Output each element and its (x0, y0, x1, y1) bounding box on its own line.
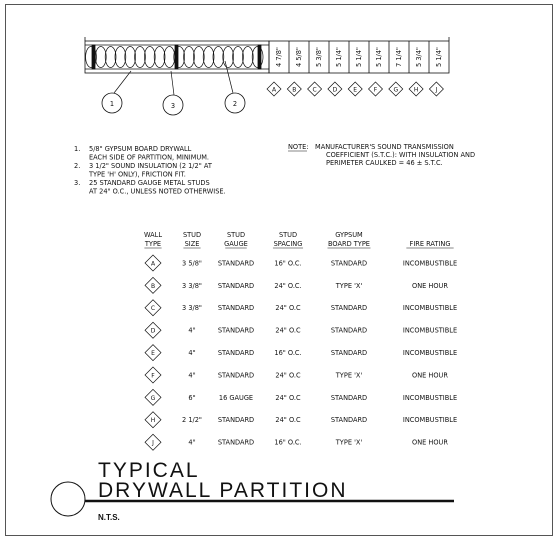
insulation-loop (193, 47, 204, 68)
note-3 (74, 179, 226, 196)
table-row (145, 322, 457, 338)
type-marker-b (287, 82, 301, 96)
header-col-3 (224, 231, 248, 248)
header-line-2: TYPE (144, 240, 162, 248)
header-line-1: WALL (143, 231, 163, 239)
note-number: 3. (74, 179, 81, 187)
callout-2-label: 2 (232, 100, 238, 108)
cell-gauge: STANDARD (217, 349, 255, 357)
cell-spacing: 24" O.C (275, 393, 301, 402)
title-line-1: TYPICAL (98, 459, 200, 482)
cell-board: TYPE 'X' (335, 371, 363, 380)
header-col-4 (273, 231, 303, 248)
note-number: 2. (74, 162, 81, 170)
type-marker-e (348, 82, 362, 96)
cell-fire: ONE HOUR (412, 371, 448, 380)
cell-size: 4" (188, 326, 196, 335)
header-line-1: STUD (226, 231, 246, 239)
stud-middle (175, 45, 178, 69)
insulation-loop (164, 47, 175, 68)
type-marker-label: B (292, 86, 297, 94)
cell-spacing: 24" O.C (275, 326, 301, 335)
header-line-1: GYPSUM (335, 231, 363, 239)
header-col-1 (144, 231, 162, 248)
type-marker-g (389, 82, 403, 96)
header-line-2: GAUGE (224, 240, 248, 248)
callout-bubble-3 (163, 95, 183, 115)
header-line-2: SIZE (184, 240, 200, 248)
cell-board: STANDARD (330, 259, 368, 268)
cell-size: 3 3/8" (182, 281, 202, 290)
cell-spacing: 24" O.C. (274, 281, 302, 290)
thickness-label: 4 5/8" (295, 47, 303, 67)
general-notes (74, 145, 226, 196)
table-row (145, 412, 457, 428)
insulation-loop (125, 47, 136, 68)
type-marker-label: A (271, 86, 277, 94)
header-line-2: FIRE RATING (409, 240, 451, 248)
note-text: 25 STANDARD GAUGE METAL STUDS (89, 179, 210, 187)
cell-board: TYPE 'X' (335, 281, 363, 290)
type-marker-row (267, 82, 443, 96)
note-1 (74, 145, 209, 162)
type-marker-label: G (393, 86, 399, 94)
cell-gauge: STANDARD (217, 416, 255, 425)
cell-fire: ONE HOUR (412, 438, 448, 447)
insulation-loop (233, 47, 244, 68)
cell-spacing: 16" O.C. (274, 349, 302, 357)
cell-board: STANDARD (330, 304, 368, 313)
callout-leaders (114, 61, 233, 95)
thickness-label: 5 1/4" (375, 47, 383, 67)
cell-gauge: 16 GAUGE (218, 393, 254, 402)
cell-spacing: 16" O.C. (274, 438, 302, 447)
type-marker-label: C (312, 86, 317, 94)
insulation-loop (203, 47, 214, 68)
table-row (145, 300, 457, 316)
cell-gauge: STANDARD (217, 438, 255, 447)
table-row (145, 255, 457, 271)
cell-board: STANDARD (330, 393, 368, 402)
cell-fire: INCOMBUSTIBLE (402, 259, 458, 268)
cell-size: 4" (188, 438, 196, 447)
detail-bubble (51, 482, 85, 516)
insulation-loop (184, 47, 195, 68)
table-row (145, 277, 448, 293)
wall-type-cell: F (151, 372, 155, 380)
thickness-label: 7 1/4" (395, 47, 403, 67)
thickness-label: 4 7/8" (275, 47, 283, 67)
cell-size: 3 5/8" (182, 259, 202, 268)
cell-size: 4" (188, 371, 196, 380)
thickness-labels (275, 47, 443, 67)
note-text: EACH SIDE OF PARTITION, MINIMUM. (89, 153, 210, 162)
note-2 (74, 162, 213, 179)
type-marker-f (369, 82, 383, 96)
cell-spacing: 16" O.C. (274, 259, 302, 268)
header-line-2: SPACING (273, 240, 303, 248)
type-marker-h (409, 82, 423, 96)
thickness-label: 5 3/8" (315, 47, 323, 67)
cell-gauge: STANDARD (217, 326, 255, 335)
header-col-5 (328, 231, 371, 248)
wall-type-cell: G (150, 394, 156, 402)
scale-label: N.T.S. (98, 513, 120, 522)
type-marker-d (328, 82, 342, 96)
note-line-1: MANUFACTURER'S SOUND TRANSMISSION (315, 143, 454, 151)
wall-type-cell: J (152, 439, 154, 447)
insulation-loop (154, 47, 165, 68)
cell-gauge: STANDARD (217, 281, 255, 290)
cell-size: 4" (188, 349, 196, 357)
type-marker-label: E (353, 86, 358, 94)
insulation-loop (135, 47, 146, 68)
cell-gauge: STANDARD (217, 371, 255, 380)
header-col-6 (406, 240, 453, 248)
callout-3-label: 3 (170, 102, 176, 110)
callout-bubble-1 (102, 93, 122, 113)
cell-fire: INCOMBUSTIBLE (402, 416, 458, 425)
thickness-label: 5 3/4" (415, 47, 423, 67)
header-line-2: BOARD TYPE (328, 240, 370, 248)
cell-board: TYPE 'X' (335, 438, 363, 447)
table-row (145, 389, 457, 405)
cell-board: STANDARD (330, 416, 368, 425)
cell-fire: ONE HOUR (412, 281, 448, 290)
thickness-label: 5 1/4" (335, 47, 343, 67)
callout-1-label: 1 (109, 100, 115, 108)
cell-size: 6" (188, 393, 196, 402)
insulation-loop (115, 47, 126, 68)
insulation-loop (105, 47, 116, 68)
note-text: 3 1/2" SOUND INSULATION (2 1/2" AT (89, 162, 212, 170)
stc-note (288, 143, 475, 167)
insulation-loop (242, 47, 253, 68)
table-row (145, 367, 448, 383)
callout-bubble-2 (225, 93, 245, 113)
drawing-canvas (6, 5, 554, 537)
wall-type-cell: H (150, 417, 156, 425)
cell-spacing: 24" O.C (275, 371, 301, 380)
note-text: 5/8" GYPSUM BOARD DRYWALL (89, 145, 192, 153)
wall-type-cell: C (150, 305, 156, 313)
note-line-3: PERIMETER CAULKED = 46 ± S.T.C. (326, 159, 443, 167)
note-text: AT 24" O.C., UNLESS NOTED OTHERWISE. (89, 187, 226, 196)
drawing-sheet (5, 4, 553, 536)
type-marker-a (267, 82, 281, 96)
cell-gauge: STANDARD (217, 259, 255, 268)
cell-gauge: STANDARD (217, 304, 255, 313)
header-line-1: STUD (182, 231, 202, 239)
cell-spacing: 24" O.C (275, 304, 301, 313)
cell-fire: INCOMBUSTIBLE (402, 326, 458, 335)
batt-insulation (86, 47, 263, 68)
title-block (51, 459, 454, 522)
insulation-loop (223, 47, 234, 68)
cell-fire: INCOMBUSTIBLE (402, 349, 458, 357)
note-line-2: COEFFICIENT (S.T.C.): WITH INSULATION AND (326, 151, 476, 159)
cell-board: STANDARD (330, 349, 368, 357)
type-marker-label: F (373, 86, 378, 94)
type-marker-j (429, 82, 443, 96)
cell-fire: INCOMBUSTIBLE (402, 304, 458, 313)
insulation-loop (213, 47, 224, 68)
wall-type-cell: A (150, 260, 156, 268)
type-marker-label: J (435, 86, 438, 94)
note-text: TYPE 'H' ONLY), FRICTION FIT. (89, 170, 186, 179)
cell-board: STANDARD (330, 326, 368, 335)
wall-type-cell: B (150, 282, 156, 290)
type-marker-label: D (332, 86, 338, 94)
wall-type-cell: D (150, 327, 156, 335)
type-marker-label: H (413, 86, 419, 94)
cell-size: 2 1/2" (182, 416, 202, 425)
table-row (145, 434, 448, 450)
table-row (145, 345, 457, 361)
wall-type-cell: E (151, 350, 155, 357)
schedule-rows (145, 255, 457, 450)
cell-size: 3 3/8" (182, 304, 202, 313)
header-line-1: STUD (278, 231, 298, 239)
insulation-loop (95, 47, 106, 68)
note-number: 1. (74, 145, 81, 153)
type-marker-c (308, 82, 322, 96)
insulation-loop (144, 47, 155, 68)
thickness-label: 5 1/4" (435, 47, 443, 67)
schedule-header (144, 231, 454, 248)
title-line-2: DRYWALL PARTITION (98, 479, 348, 502)
note-label: NOTE: (288, 143, 309, 151)
header-col-2 (183, 231, 201, 248)
thickness-label: 5 1/4" (355, 47, 363, 67)
cell-spacing: 24" O.C (275, 416, 301, 425)
cell-fire: INCOMBUSTIBLE (402, 393, 458, 402)
